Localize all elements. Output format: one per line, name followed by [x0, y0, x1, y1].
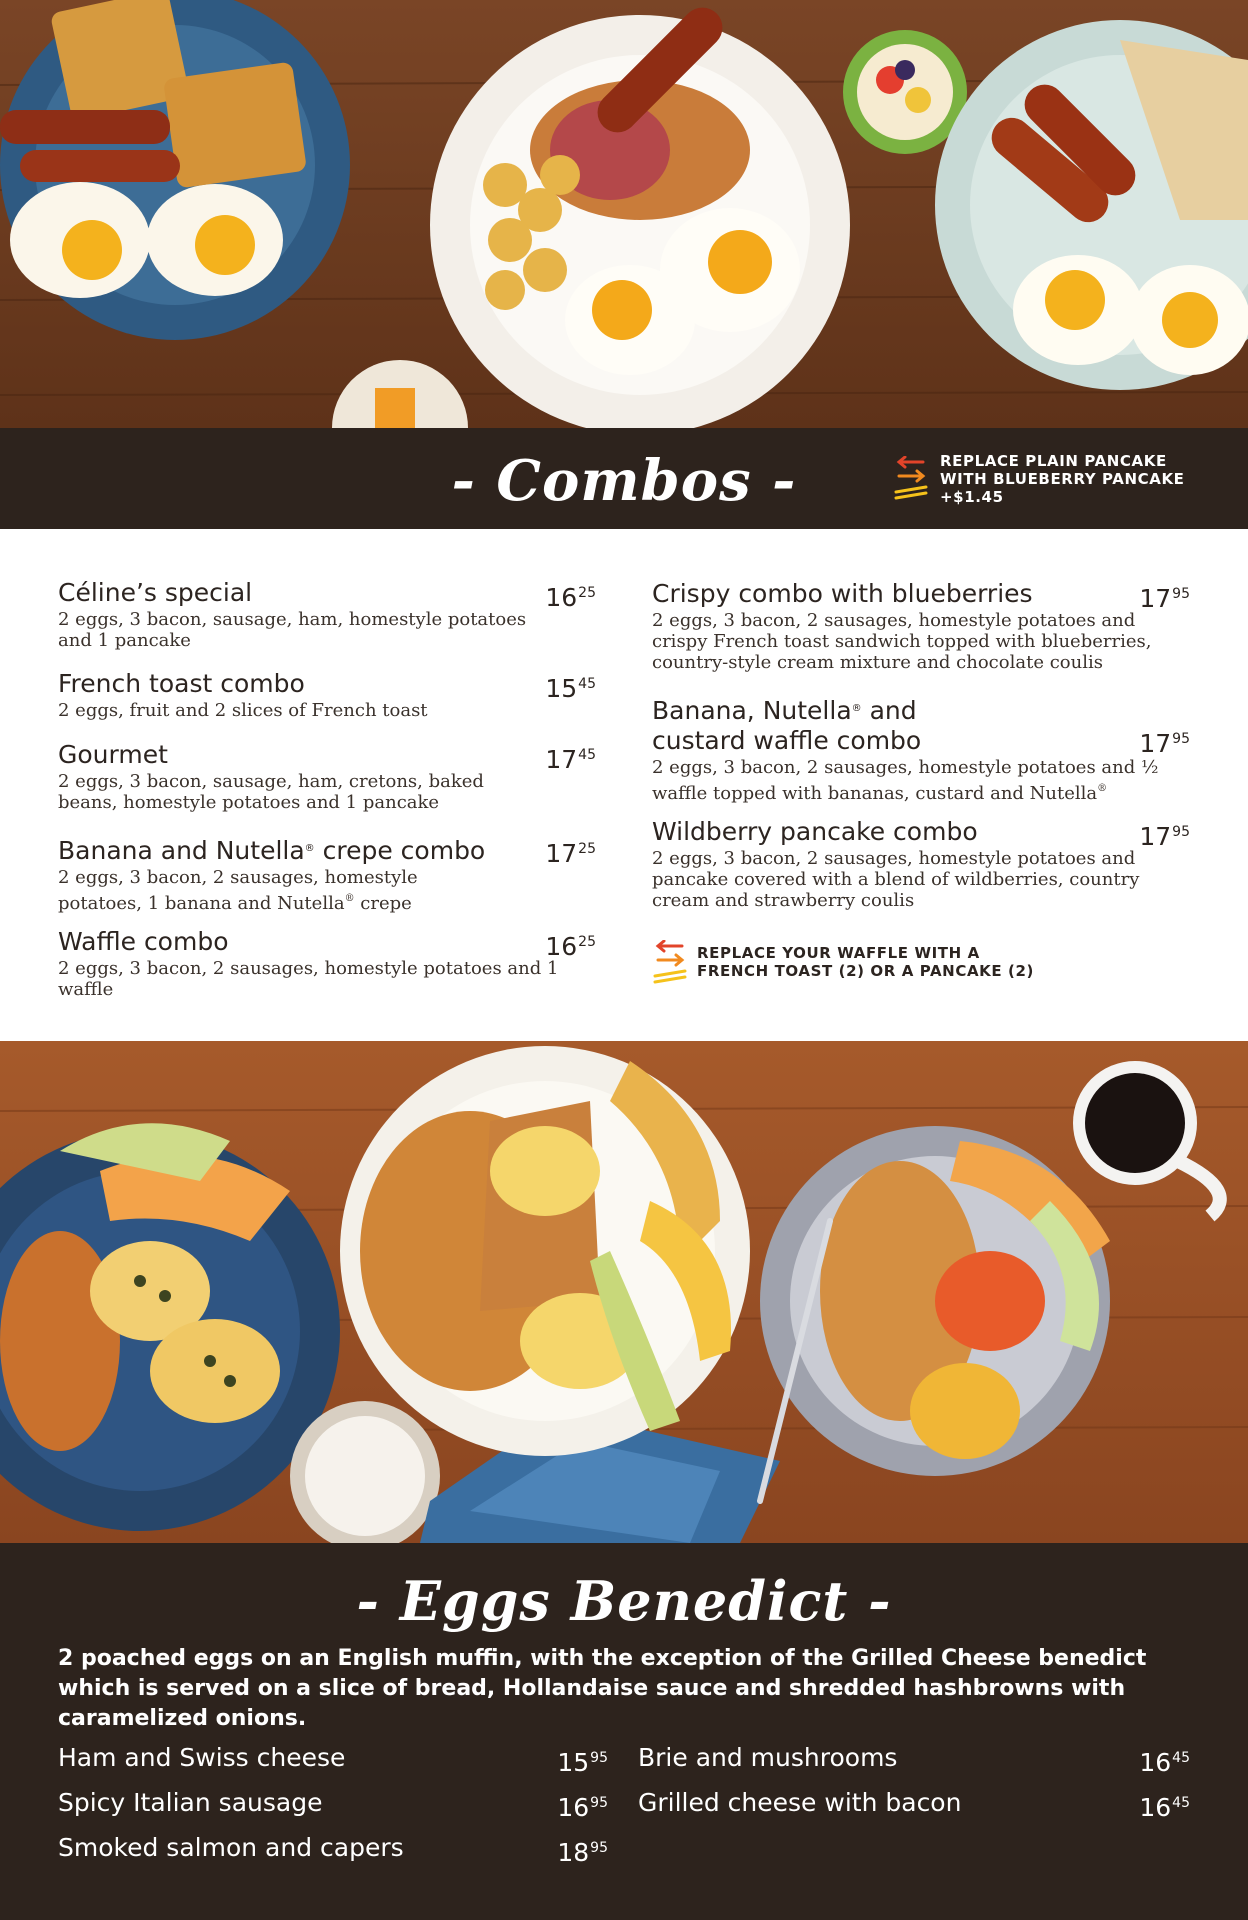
menu-item-banana-nutella-waffle	[652, 694, 1190, 804]
item-name: Smoked salmon and capers	[58, 1833, 404, 1862]
item-price	[545, 578, 596, 613]
price-dollars: 17	[545, 839, 578, 868]
menu-item-waffle-combo	[58, 927, 596, 1000]
item-name: Waffle combo	[58, 927, 229, 956]
price-dollars: 17	[1139, 729, 1172, 758]
registered-mark: ®	[304, 843, 315, 854]
item-description: 2 eggs, 3 bacon, sausage, ham, cretons, baked beans, homestyle potatoes and 1 pancake	[58, 771, 484, 813]
registered-mark: ®	[851, 703, 862, 714]
item-name: Crispy combo with blueberries	[652, 579, 1033, 608]
price-dollars: 17	[1139, 822, 1172, 851]
item-price	[545, 669, 596, 704]
item-price	[1139, 1743, 1190, 1778]
item-description: 2 eggs, 3 bacon, 2 sausages, homestyle potatoes and pancake covered with a blend of wildberries, country cream and strawberry coulis	[652, 848, 1140, 911]
item-description: 2 eggs, 3 bacon, 2 sausages, homestyle potatoes and crispy French toast sandwich topped with blueberries, country-style cream mixture and chocolate coulis	[652, 610, 1152, 673]
item-name	[58, 834, 596, 866]
item-price	[1139, 724, 1190, 759]
price-dollars: 16	[1139, 1748, 1172, 1777]
menu-item-brie-mushrooms	[638, 1743, 1190, 1777]
item-name-text: Banana, Nutella	[652, 696, 852, 725]
price-cents: 95	[590, 1795, 608, 1811]
combos-header-band	[0, 428, 1248, 529]
menu-item-gourmet	[58, 740, 596, 813]
item-description: 2 eggs, fruit and 2 slices of French toast	[58, 700, 428, 721]
eggs-benedict-section	[0, 1543, 1248, 1920]
item-description-suffix: crepe	[354, 893, 412, 914]
item-name: Brie and mushrooms	[638, 1743, 898, 1772]
price-cents: 95	[590, 1750, 608, 1766]
item-name: Spicy Italian sausage	[58, 1788, 323, 1817]
price-dollars: 17	[545, 745, 578, 774]
menu-item-french-toast-combo	[58, 669, 596, 721]
price-cents: 45	[1172, 1795, 1190, 1811]
menu-item-crispy-combo	[652, 579, 1190, 673]
item-name: French toast combo	[58, 669, 305, 698]
registered-mark: ®	[344, 893, 355, 904]
item-name: Wildberry pancake combo	[652, 817, 978, 846]
item-description: 2 eggs, 3 bacon, 2 sausages, homestyle potatoes and 1 waffle	[58, 958, 559, 1000]
price-cents: 95	[1172, 824, 1190, 840]
replace-waffle-note: REPLACE YOUR WAFFLE WITH A FRENCH TOAST (2) OR A PANCAKE (2)	[697, 944, 1034, 980]
item-name-text: Banana and Nutella	[58, 836, 305, 865]
item-description	[652, 757, 1182, 804]
price-cents: 25	[578, 841, 596, 857]
price-cents: 45	[578, 747, 596, 763]
item-price	[1139, 1788, 1190, 1823]
price-dollars: 16	[557, 1793, 590, 1822]
item-description	[58, 867, 478, 914]
item-price	[1139, 579, 1190, 614]
item-price	[557, 1833, 608, 1868]
item-name-suffix: crepe combo	[314, 836, 486, 865]
price-cents: 25	[578, 585, 596, 601]
menu-item-banana-nutella-crepe	[58, 834, 596, 914]
price-dollars: 15	[545, 674, 578, 703]
item-name-line2: custard waffle combo	[652, 726, 922, 755]
swap-arrows-icon	[652, 940, 688, 986]
price-dollars: 16	[545, 932, 578, 961]
menu-item-wildberry-pancake	[652, 817, 1190, 911]
price-dollars: 15	[557, 1748, 590, 1777]
price-cents: 95	[1172, 586, 1190, 602]
menu-item-celines-special	[58, 578, 596, 651]
eggs-benedict-title: - Eggs Benedict -	[356, 1569, 892, 1633]
item-name: Gourmet	[58, 740, 168, 769]
breakfast-plates-photo	[0, 0, 1248, 428]
item-name-suffix: and	[861, 696, 917, 725]
price-cents: 25	[578, 934, 596, 950]
combos-title: - Combos -	[451, 448, 797, 514]
price-dollars: 16	[545, 583, 578, 612]
item-price	[557, 1743, 608, 1778]
price-cents: 45	[578, 676, 596, 692]
price-dollars: 18	[557, 1838, 590, 1867]
menu-item-smoked-salmon	[58, 1833, 608, 1867]
item-description-text: 2 eggs, 3 bacon, 2 sausages, homestyle potatoes, 1 banana and Nutella	[58, 867, 418, 914]
item-name: Grilled cheese with bacon	[638, 1788, 962, 1817]
registered-mark: ®	[1097, 783, 1108, 794]
price-dollars: 16	[1139, 1793, 1172, 1822]
eggs-benedict-intro: 2 poached eggs on an English muffin, with the exception of the Grilled Cheese benedict which is served on a slice of bread, Hollandaise sauce and shredded hashbrowns with caramelized onions.	[58, 1646, 1147, 1731]
swap-arrows-icon	[893, 456, 929, 502]
item-price	[545, 927, 596, 962]
price-cents: 95	[590, 1840, 608, 1856]
item-name: Céline’s special	[58, 578, 253, 607]
price-cents: 95	[1172, 731, 1190, 747]
item-description: 2 eggs, 3 bacon, sausage, ham, homestyle potatoes and 1 pancake	[58, 609, 527, 651]
item-description-text: 2 eggs, 3 bacon, 2 sausages, homestyle potatoes and ½ waffle topped with bananas, custard and Nutella	[652, 757, 1159, 804]
item-price	[545, 834, 596, 869]
item-price	[557, 1788, 608, 1823]
price-dollars: 17	[1139, 584, 1172, 613]
menu-item-ham-swiss	[58, 1743, 608, 1777]
menu-item-spicy-italian-sausage	[58, 1788, 608, 1822]
item-name-line1	[652, 694, 1190, 726]
item-price	[545, 740, 596, 775]
item-name: Ham and Swiss cheese	[58, 1743, 346, 1772]
item-price	[1139, 817, 1190, 852]
menu-item-grilled-cheese-bacon	[638, 1788, 1190, 1822]
eggs-benedict-plates-photo	[0, 1041, 1248, 1543]
blueberry-pancake-note: REPLACE PLAIN PANCAKE WITH BLUEBERRY PANCAKE +$1.45	[940, 452, 1185, 506]
price-cents: 45	[1172, 1750, 1190, 1766]
